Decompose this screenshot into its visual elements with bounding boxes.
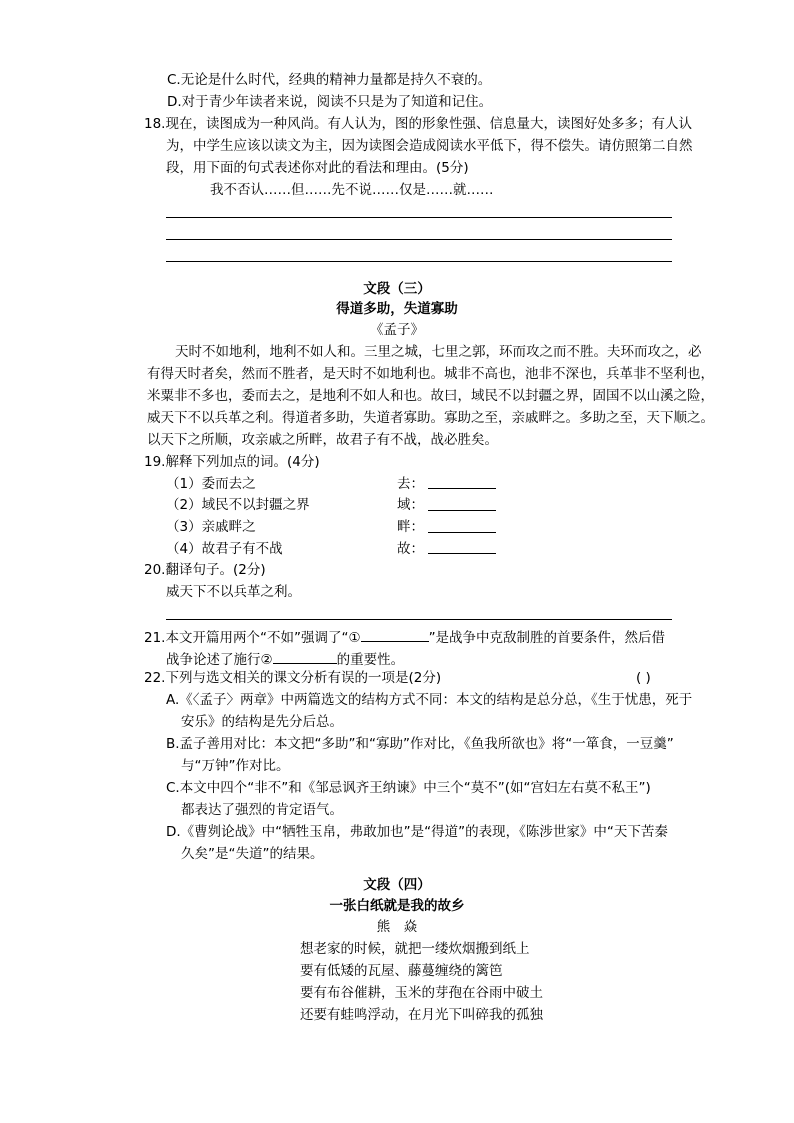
q21-text-before-blank2: 战争论述了施行② — [166, 652, 273, 668]
q18-stem-line2: 为，中学生应该以读文为主，因为读图会造成阅读水平低下，得不偿失。请仿照第二自然 — [166, 138, 693, 154]
q19-answer-blank[interactable] — [428, 488, 496, 489]
section3-paragraph-line: 以天下之所顺，攻亲戚之所畔，故君子有不战，战必胜矣。 — [147, 432, 498, 448]
section4-heading: 文段（四） — [363, 877, 431, 893]
q22-answer-paren[interactable]: ( ) — [636, 670, 651, 686]
q22-stem: 22.下列与选文相关的课文分析有误的一项是(2分) — [144, 670, 442, 686]
q17-option-c: C.无论是什么时代，经典的精神力量都是持久不衰的。 — [167, 72, 492, 88]
q22-option-a-cont: 安乐》的结构是先分后总。 — [181, 714, 343, 730]
q20-sentence: 威天下不以兵革之利。 — [166, 584, 301, 600]
q19-item-phrase: （3）亲戚畔之 — [166, 519, 256, 535]
q21-line1 — [144, 626, 665, 648]
q18-answer-line-2[interactable] — [166, 239, 672, 240]
q19-item-word: 故： — [397, 541, 424, 557]
section4-author: 熊 焱 — [376, 919, 418, 935]
q19-item-phrase: （4）故君子有不战 — [166, 541, 283, 557]
poem-line: 还要有蛙鸣浮动，在月光下叫碎我的孤独 — [300, 1007, 543, 1023]
q22-option-d-cont: 久矣”是“失道”的结果。 — [181, 846, 324, 862]
section3-title: 得道多助，失道寡助 — [336, 301, 458, 317]
q21-blank-2[interactable] — [273, 648, 337, 664]
poem-line: 要有布谷催耕，玉米的芽孢在谷雨中破土 — [300, 985, 543, 1001]
q21-blank-1[interactable] — [361, 626, 429, 642]
q22-option-b: B.孟子善用对比：本文把“多助”和“寡助”作对比，《鱼我所欲也》将“一箪食，一豆羹” — [166, 736, 674, 752]
q19-answer-blank[interactable] — [428, 510, 496, 511]
q19-item-word: 畔： — [397, 519, 424, 535]
q22-option-a: A.《〈孟子〉两章》中两篇选文的结构方式不同：本文的结构是总分总，《生于忧患，死于 — [166, 692, 693, 708]
q19-item-phrase: （2）域民不以封疆之界 — [166, 497, 310, 513]
q19-item-phrase: （1）委而去之 — [166, 476, 256, 492]
q19-answer-blank[interactable] — [428, 553, 496, 554]
section3-paragraph-line: 有得天时者矣，然而不胜者，是天时不如地利也。城非不高也，池非不深也，兵革非不坚利也， — [147, 366, 714, 382]
q19-item-word: 域： — [397, 497, 424, 513]
q18-answer-line-1[interactable] — [166, 217, 672, 218]
q21-text-after-blank1: ”是战争中克敌制胜的首要条件，然后借 — [428, 630, 666, 646]
poem-line: 想老家的时候，就把一缕炊烟搬到纸上 — [300, 941, 530, 957]
q19-answer-blank[interactable] — [428, 532, 496, 533]
section3-paragraph-line: 天时不如地利，地利不如人和。三里之城，七里之郭，环而攻之而不胜。夫环而攻之，必 — [175, 344, 702, 360]
q21-text-before-blank1: 21.本文开篇用两个“不如”强调了“① — [144, 630, 361, 646]
section3-paragraph-line: 威天下不以兵革之利。得道者多助，失道者寡助。寡助之至，亲戚畔之。多助之至，天下顺之。 — [147, 410, 714, 426]
section3-source: 《孟子》 — [370, 322, 424, 338]
section3-paragraph-line: 米粟非不多也，委而去之，是地利不如人和也。故曰，域民不以封疆之界，固国不以山溪之险， — [147, 388, 714, 404]
q17-option-d: D.对于青少年读者来说，阅读不只是为了知道和记住。 — [167, 94, 493, 110]
q21-text-after-blank2: 的重要性。 — [336, 652, 405, 668]
q18-stem-line3: 段，用下面的句式表述你对此的看法和理由。(5分) — [166, 160, 469, 176]
q21-line2 — [166, 648, 404, 670]
section3-heading: 文段（三） — [363, 281, 431, 297]
q18-answer-line-3[interactable] — [166, 261, 672, 262]
q19-stem: 19.解释下列加点的词。(4分) — [144, 454, 320, 470]
q20-answer-line[interactable] — [166, 619, 672, 620]
q22-option-c: C.本文中四个“非不”和《邹忌讽齐王纳谏》中三个“莫不”(如“宫妇左右莫不私王”) — [166, 780, 651, 796]
q22-option-b-cont: 与“万钟”作对比。 — [181, 758, 290, 774]
poem-line: 要有低矮的瓦屋、藤蔓缠绕的篱笆 — [300, 963, 503, 979]
q22-option-d: D.《曹刿论战》中“牺牲玉帛，弗敢加也”是“得道”的表现，《陈涉世家》中“天下苦秦 — [166, 824, 668, 840]
q20-stem: 20.翻译句子。(2分) — [144, 562, 266, 578]
q19-item-word: 去： — [397, 476, 424, 492]
q18-sentence-pattern: 我不否认……但……先不说……仅是……就…… — [210, 182, 494, 198]
section4-title: 一张白纸就是我的故乡 — [329, 898, 465, 914]
q22-option-c-cont: 都表达了强烈的肯定语气。 — [181, 802, 343, 818]
q18-stem-line1: 18.现在，读图成为一种风尚。有人认为，图的形象性强、信息量大，读图好处多多；有人认 — [144, 116, 692, 132]
